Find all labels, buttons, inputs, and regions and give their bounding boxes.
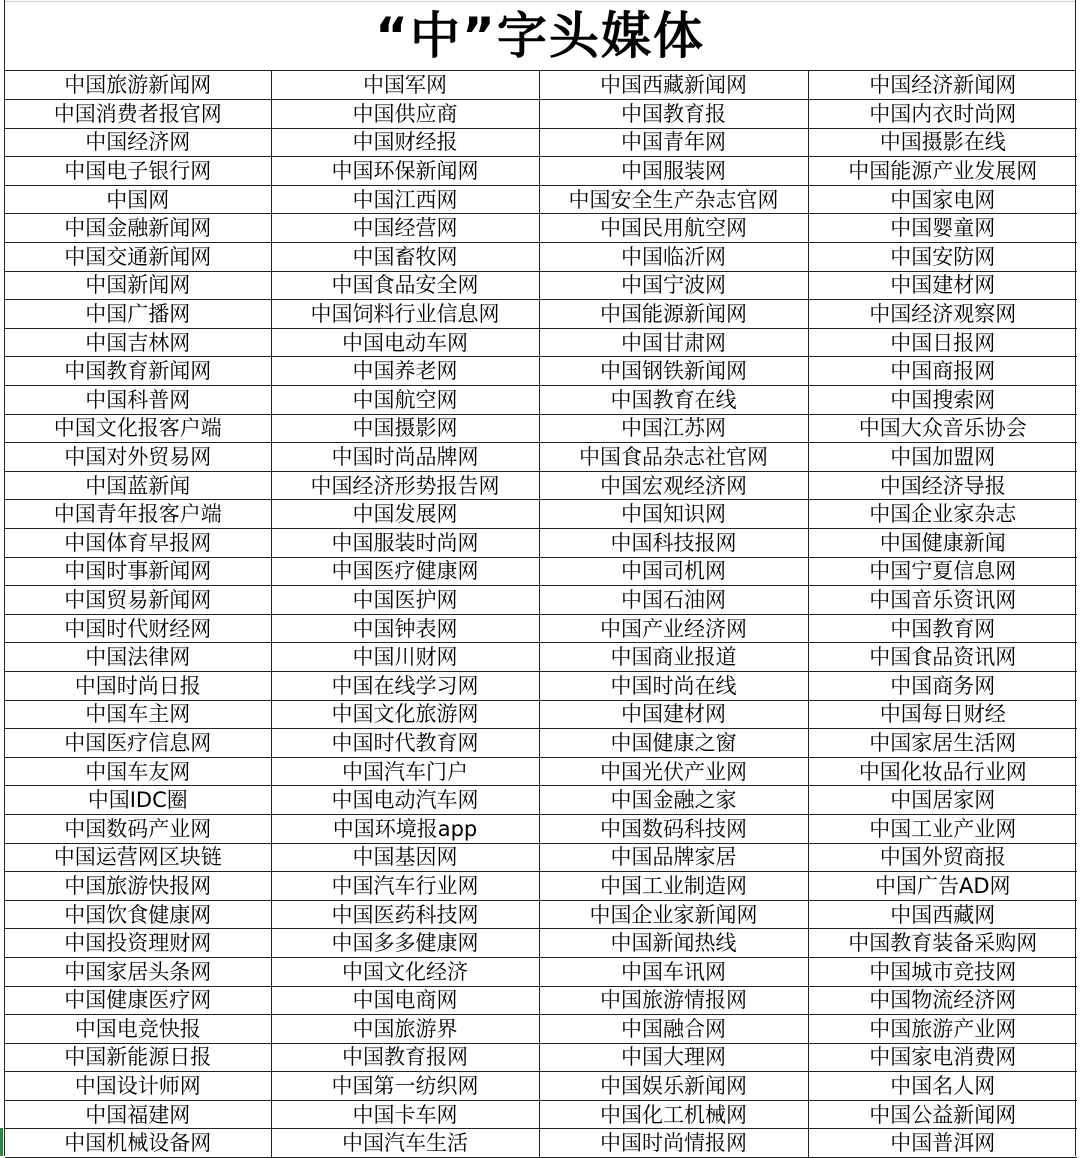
table-cell[interactable]: 中国司机网 bbox=[539, 557, 808, 586]
table-cell[interactable]: 中国饮食健康网 bbox=[5, 900, 271, 929]
table-cell[interactable]: 中国汽车行业网 bbox=[271, 872, 539, 901]
table-cell[interactable]: 中国企业家新闻网 bbox=[539, 900, 808, 929]
table-row bbox=[5, 643, 1077, 672]
table-row bbox=[5, 100, 1077, 129]
table-row bbox=[5, 500, 1077, 529]
table-row bbox=[5, 957, 1077, 986]
table-cell[interactable]: 中国化工机械网 bbox=[539, 1100, 808, 1129]
table-row bbox=[5, 586, 1077, 615]
table-cell[interactable]: 中国教育报 bbox=[539, 100, 808, 129]
table-cell[interactable]: 中国宏观经济网 bbox=[539, 471, 808, 500]
table-cell[interactable]: 中国养老网 bbox=[271, 357, 539, 386]
table-row bbox=[5, 185, 1077, 214]
table-cell[interactable]: 中国内衣时尚网 bbox=[808, 100, 1077, 129]
table-cell[interactable]: 中国教育在线 bbox=[539, 386, 808, 415]
table-cell[interactable]: 中国工业产业网 bbox=[808, 814, 1077, 843]
table-cell[interactable]: 中国家电消费网 bbox=[808, 1043, 1077, 1072]
table-row bbox=[5, 71, 1077, 100]
table-cell[interactable]: 中国车主网 bbox=[5, 700, 271, 729]
table-cell[interactable]: 中国时尚在线 bbox=[539, 671, 808, 700]
table-row bbox=[5, 843, 1077, 872]
table-cell[interactable]: 中国数码产业网 bbox=[5, 814, 271, 843]
table-cell[interactable]: 中国经济观察网 bbox=[808, 300, 1077, 329]
table-cell[interactable]: 中国融合网 bbox=[539, 1015, 808, 1044]
table-cell[interactable]: 中国文化报客户端 bbox=[5, 414, 271, 443]
table-cell[interactable]: 中国航空网 bbox=[271, 386, 539, 415]
table-cell[interactable]: 中国文化经济 bbox=[271, 957, 539, 986]
table-cell[interactable]: 中国日报网 bbox=[808, 328, 1077, 357]
table-cell[interactable]: 中国时事新闻网 bbox=[5, 557, 271, 586]
table-cell[interactable]: 中国教育新闻网 bbox=[5, 357, 271, 386]
table-cell[interactable]: 中国电动汽车网 bbox=[271, 786, 539, 815]
table-cell[interactable]: 中国新闻网 bbox=[5, 271, 271, 300]
table-cell[interactable]: 中国文化旅游网 bbox=[271, 700, 539, 729]
table-cell[interactable]: 中国娱乐新闻网 bbox=[539, 1072, 808, 1101]
table-cell[interactable]: 中国家居头条网 bbox=[5, 957, 271, 986]
table-cell[interactable]: 中国经营网 bbox=[271, 214, 539, 243]
table-row bbox=[5, 328, 1077, 357]
table-row bbox=[5, 757, 1077, 786]
table-cell[interactable]: 中国外贸商报 bbox=[808, 843, 1077, 872]
table-cell[interactable]: 中国科普网 bbox=[5, 386, 271, 415]
table-cell[interactable]: 中国多多健康网 bbox=[271, 929, 539, 958]
table-cell[interactable]: 中国法律网 bbox=[5, 643, 271, 672]
table-cell[interactable]: 中国经济新闻网 bbox=[808, 71, 1077, 100]
table-row bbox=[5, 271, 1077, 300]
table-cell[interactable]: 中国江苏网 bbox=[539, 414, 808, 443]
table-row bbox=[5, 243, 1077, 272]
table-cell[interactable]: 中国知识网 bbox=[539, 500, 808, 529]
table-cell[interactable]: 中国大众音乐协会 bbox=[808, 414, 1077, 443]
table-cell[interactable]: 中国旅游界 bbox=[271, 1015, 539, 1044]
table-cell[interactable]: 中国安防网 bbox=[808, 243, 1077, 272]
table-cell[interactable]: 中国投资理财网 bbox=[5, 929, 271, 958]
table-cell[interactable]: 中国西藏网 bbox=[808, 900, 1077, 929]
table-row bbox=[5, 443, 1077, 472]
table-cell[interactable]: 中国时尚日报 bbox=[5, 671, 271, 700]
table-cell[interactable]: 中国医护网 bbox=[271, 586, 539, 615]
table-row bbox=[5, 214, 1077, 243]
table-row bbox=[5, 529, 1077, 558]
table-cell[interactable]: 中国网 bbox=[5, 185, 271, 214]
table-row bbox=[5, 700, 1077, 729]
table-cell[interactable]: 中国民用航空网 bbox=[539, 214, 808, 243]
table-cell[interactable]: 中国新能源日报 bbox=[5, 1043, 271, 1072]
table-cell[interactable]: 中国电子银行网 bbox=[5, 157, 271, 186]
media-table bbox=[5, 71, 1077, 1158]
table-cell[interactable]: 中国消费者报官网 bbox=[5, 100, 271, 129]
table-cell[interactable]: 中国运营网区块链 bbox=[5, 843, 271, 872]
table-cell[interactable]: 中国环保新闻网 bbox=[271, 157, 539, 186]
table-cell[interactable]: 中国科技报网 bbox=[539, 529, 808, 558]
table-cell[interactable]: 中国光伏产业网 bbox=[539, 757, 808, 786]
table-cell[interactable]: 中国健康医疗网 bbox=[5, 986, 271, 1015]
table-cell[interactable]: 中国江西网 bbox=[271, 185, 539, 214]
table-cell[interactable]: 中国时尚品牌网 bbox=[271, 443, 539, 472]
table-cell[interactable]: 中国对外贸易网 bbox=[5, 443, 271, 472]
table-cell[interactable]: 中国经济形势报告网 bbox=[271, 471, 539, 500]
table-cell[interactable]: 中国时代财经网 bbox=[5, 614, 271, 643]
table-cell[interactable]: 中国蓝新闻 bbox=[5, 471, 271, 500]
table-row bbox=[5, 357, 1077, 386]
table-cell[interactable]: 中国安全生产杂志官网 bbox=[539, 185, 808, 214]
table-cell[interactable]: 中国医药科技网 bbox=[271, 900, 539, 929]
table-cell[interactable]: 中国旅游新闻网 bbox=[5, 71, 271, 100]
table-row bbox=[5, 1043, 1077, 1072]
table-cell[interactable]: 中国供应商 bbox=[271, 100, 539, 129]
table-cell[interactable]: 中国钢铁新闻网 bbox=[539, 357, 808, 386]
table-row bbox=[5, 1129, 1077, 1158]
table-cell[interactable]: 中国军网 bbox=[271, 71, 539, 100]
table-row bbox=[5, 1100, 1077, 1129]
table-cell[interactable]: 中国物流经济网 bbox=[808, 986, 1077, 1015]
table-cell[interactable]: 中国大理网 bbox=[539, 1043, 808, 1072]
table-cell[interactable]: 中国家居生活网 bbox=[808, 729, 1077, 758]
table-row bbox=[5, 300, 1077, 329]
table-cell[interactable]: 中国时代教育网 bbox=[271, 729, 539, 758]
table-cell[interactable]: 中国电商网 bbox=[271, 986, 539, 1015]
table-cell[interactable]: 中国青年报客户端 bbox=[5, 500, 271, 529]
table-cell[interactable]: 中国健康新闻 bbox=[808, 529, 1077, 558]
selection-marker bbox=[0, 1128, 3, 1156]
table-row bbox=[5, 386, 1077, 415]
table-cell[interactable]: 中国基因网 bbox=[271, 843, 539, 872]
table-row bbox=[5, 872, 1077, 901]
table-cell[interactable]: 中国畜牧网 bbox=[271, 243, 539, 272]
table-cell[interactable]: 中国数码科技网 bbox=[539, 814, 808, 843]
table-row bbox=[5, 128, 1077, 157]
table-cell[interactable]: 中国教育报网 bbox=[271, 1043, 539, 1072]
table-cell[interactable]: 中国居家网 bbox=[808, 786, 1077, 815]
table-cell[interactable]: 中国饲料行业信息网 bbox=[271, 300, 539, 329]
table-cell[interactable]: 中国婴童网 bbox=[808, 214, 1077, 243]
table-cell[interactable]: 中国电动车网 bbox=[271, 328, 539, 357]
table-row bbox=[5, 814, 1077, 843]
table-cell[interactable]: 中国服装时尚网 bbox=[271, 529, 539, 558]
table-row bbox=[5, 1072, 1077, 1101]
table-cell[interactable]: 中国广播网 bbox=[5, 300, 271, 329]
table-cell[interactable]: 中国甘肃网 bbox=[539, 328, 808, 357]
table-cell[interactable]: 中国商务网 bbox=[808, 671, 1077, 700]
table-cell[interactable]: 中国名人网 bbox=[808, 1072, 1077, 1101]
table-cell[interactable]: 中国福建网 bbox=[5, 1100, 271, 1129]
table-cell[interactable]: 中国宁波网 bbox=[539, 271, 808, 300]
table-cell[interactable]: 中国金融之家 bbox=[539, 786, 808, 815]
table-cell[interactable]: 中国钟表网 bbox=[271, 614, 539, 643]
table-cell[interactable]: 中国食品资讯网 bbox=[808, 643, 1077, 672]
table-cell[interactable]: 中国医疗信息网 bbox=[5, 729, 271, 758]
table-cell[interactable]: 中国商报网 bbox=[808, 357, 1077, 386]
table-cell[interactable]: 中国车讯网 bbox=[539, 957, 808, 986]
table-row bbox=[5, 786, 1077, 815]
table-cell[interactable]: 中国摄影网 bbox=[271, 414, 539, 443]
table-cell[interactable]: 中国经济网 bbox=[5, 128, 271, 157]
table-cell[interactable]: 中国吉林网 bbox=[5, 328, 271, 357]
table-cell[interactable]: 中国搜索网 bbox=[808, 386, 1077, 415]
table-cell[interactable]: 中国教育网 bbox=[808, 614, 1077, 643]
table-row bbox=[5, 929, 1077, 958]
table-cell[interactable]: 中国健康之窗 bbox=[539, 729, 808, 758]
table-cell[interactable]: 中国企业家杂志 bbox=[808, 500, 1077, 529]
table-cell[interactable]: 中国发展网 bbox=[271, 500, 539, 529]
table-cell[interactable]: 中国时尚情报网 bbox=[539, 1129, 808, 1158]
table-cell[interactable]: 中国音乐资讯网 bbox=[808, 586, 1077, 615]
spreadsheet bbox=[4, 0, 1076, 1156]
table-cell[interactable]: 中国商业报道 bbox=[539, 643, 808, 672]
table-cell[interactable]: 中国广告AD网 bbox=[808, 872, 1077, 901]
table-cell[interactable]: 中国医疗健康网 bbox=[271, 557, 539, 586]
table-cell[interactable]: 中国新闻热线 bbox=[539, 929, 808, 958]
table-cell[interactable]: 中国教育装备采购网 bbox=[808, 929, 1077, 958]
table-cell[interactable]: 中国IDC圈 bbox=[5, 786, 271, 815]
table-row bbox=[5, 557, 1077, 586]
table-cell[interactable]: 中国临沂网 bbox=[539, 243, 808, 272]
page-title: “中”字头媒体 bbox=[5, 2, 1075, 71]
table-row bbox=[5, 900, 1077, 929]
table-cell[interactable]: 中国交通新闻网 bbox=[5, 243, 271, 272]
table-cell[interactable]: 中国汽车门户 bbox=[271, 757, 539, 786]
table-cell[interactable]: 中国环境报app bbox=[271, 814, 539, 843]
table-cell[interactable]: 中国能源产业发展网 bbox=[808, 157, 1077, 186]
table-row bbox=[5, 671, 1077, 700]
table-cell[interactable]: 中国每日财经 bbox=[808, 700, 1077, 729]
table-cell[interactable]: 中国在线学习网 bbox=[271, 671, 539, 700]
table-cell[interactable]: 中国服装网 bbox=[539, 157, 808, 186]
table-cell[interactable]: 中国旅游情报网 bbox=[539, 986, 808, 1015]
table-cell[interactable]: 中国建材网 bbox=[808, 271, 1077, 300]
table-cell[interactable]: 中国加盟网 bbox=[808, 443, 1077, 472]
table-cell[interactable]: 中国宁夏信息网 bbox=[808, 557, 1077, 586]
table-cell[interactable]: 中国旅游快报网 bbox=[5, 872, 271, 901]
table-cell[interactable]: 中国第一纺织网 bbox=[271, 1072, 539, 1101]
table-cell[interactable]: 中国车友网 bbox=[5, 757, 271, 786]
table-cell[interactable]: 中国食品杂志社官网 bbox=[539, 443, 808, 472]
table-cell[interactable]: 中国石油网 bbox=[539, 586, 808, 615]
table-cell[interactable]: 中国川财网 bbox=[271, 643, 539, 672]
table-cell[interactable]: 中国工业制造网 bbox=[539, 872, 808, 901]
table-cell[interactable]: 中国家电网 bbox=[808, 185, 1077, 214]
table-cell[interactable]: 中国品牌家居 bbox=[539, 843, 808, 872]
table-row bbox=[5, 471, 1077, 500]
table-cell[interactable]: 中国食品安全网 bbox=[271, 271, 539, 300]
table-cell[interactable]: 中国汽车生活 bbox=[271, 1129, 539, 1158]
table-cell[interactable]: 中国财经报 bbox=[271, 128, 539, 157]
table-row bbox=[5, 414, 1077, 443]
table-cell[interactable]: 中国机械设备网 bbox=[5, 1129, 271, 1158]
table-cell[interactable]: 中国西藏新闻网 bbox=[539, 71, 808, 100]
table-cell[interactable]: 中国经济导报 bbox=[808, 471, 1077, 500]
table-cell[interactable]: 中国卡车网 bbox=[271, 1100, 539, 1129]
table-cell[interactable]: 中国金融新闻网 bbox=[5, 214, 271, 243]
table-row bbox=[5, 614, 1077, 643]
table-cell[interactable]: 中国摄影在线 bbox=[808, 128, 1077, 157]
table-cell[interactable]: 中国贸易新闻网 bbox=[5, 586, 271, 615]
table-cell[interactable]: 中国旅游产业网 bbox=[808, 1015, 1077, 1044]
table-cell[interactable]: 中国建材网 bbox=[539, 700, 808, 729]
table-row bbox=[5, 729, 1077, 758]
table-cell[interactable]: 中国能源新闻网 bbox=[539, 300, 808, 329]
table-row bbox=[5, 986, 1077, 1015]
table-cell[interactable]: 中国城市竞技网 bbox=[808, 957, 1077, 986]
table-cell[interactable]: 中国公益新闻网 bbox=[808, 1100, 1077, 1129]
table-cell[interactable]: 中国普洱网 bbox=[808, 1129, 1077, 1158]
table-row bbox=[5, 157, 1077, 186]
table-cell[interactable]: 中国电竞快报 bbox=[5, 1015, 271, 1044]
table-cell[interactable]: 中国青年网 bbox=[539, 128, 808, 157]
table-cell[interactable]: 中国体育早报网 bbox=[5, 529, 271, 558]
table-cell[interactable]: 中国产业经济网 bbox=[539, 614, 808, 643]
table-cell[interactable]: 中国设计师网 bbox=[5, 1072, 271, 1101]
table-row bbox=[5, 1015, 1077, 1044]
table-cell[interactable]: 中国化妆品行业网 bbox=[808, 757, 1077, 786]
